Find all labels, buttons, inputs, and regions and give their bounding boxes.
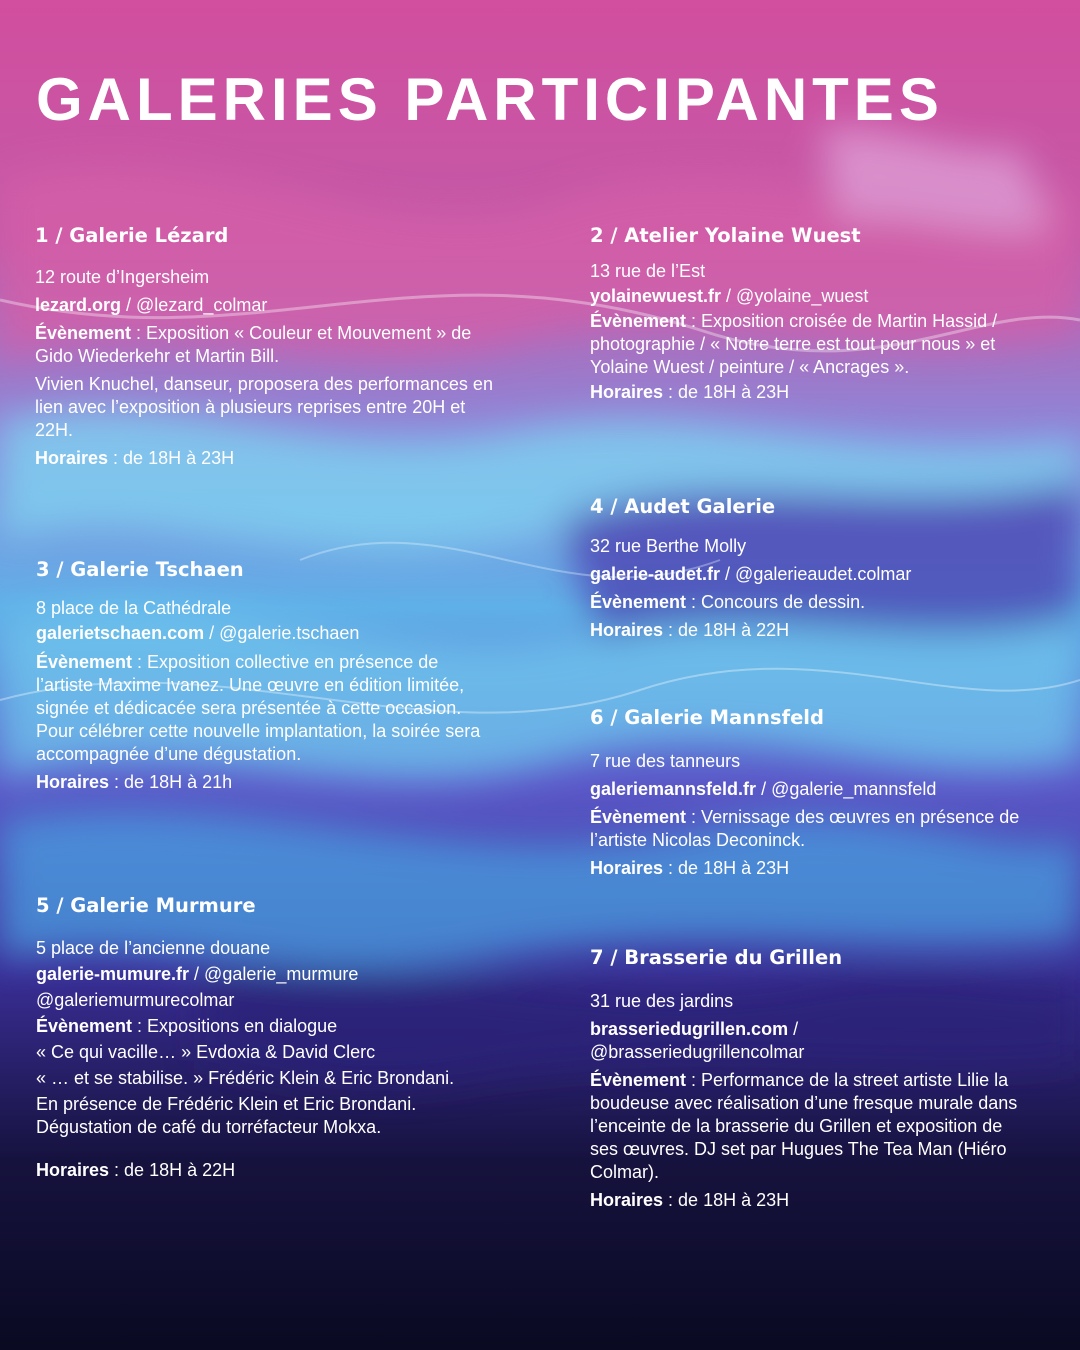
gallery-event-line: En présence de Frédéric Klein et Eric Brondani. [36,1094,417,1114]
gallery-website-link[interactable]: brasseriedugrillen.com [590,1019,789,1039]
gallery-hours: : de 18H à 23H [108,448,235,468]
hours-label: Horaires [36,772,110,792]
gallery-hours: : de 18H à 23H [663,858,790,878]
gallery-address: 13 rue de l’Est [590,261,706,281]
gallery-website-link[interactable]: galerietschaen.com [36,623,205,643]
gallery-card-5 [36,894,486,1187]
event-label: Évènement [35,323,132,343]
gallery-heading: 2 / Atelier Yolaine Wuest [590,224,861,247]
event-label: Évènement [590,311,687,331]
hours-label: Horaires [36,1160,110,1180]
gallery-event-line: « Ce qui vacille… » Evdoxia & David Clerc [36,1042,376,1062]
gallery-card-7 [590,946,1030,1217]
gallery-event: : Exposition collective en présence de l’artiste Maxime Ivanez. Une œuvre en édition limitée, signée et dédicacée sera présentée à cette occasion. Pour célébrer cette nouvelle implantation, la soirée sera accompagnée d’une dégustation. [36,652,481,764]
page-title: GALERIES PARTICIPANTES [36,66,944,133]
gallery-hours: : de 18H à 23H [663,1190,790,1210]
gallery-website-link[interactable]: lezard.org [35,295,122,315]
gallery-hours: : de 18H à 22H [109,1160,236,1180]
gallery-card-1 [35,224,495,475]
gallery-event: : Performance de la street artiste Lilie la boudeuse avec réalisation d’une fresque murale dans l’enceinte de la brasserie du Grillen et exposition de ses œuvres. DJ set par Hugues The Tea Man (Hiéro Colmar). [590,1070,1018,1182]
gallery-address: 8 place de la Cathédrale [36,598,232,618]
event-label: Évènement [36,652,133,672]
gallery-social: / @brasseriedugrillencolmar [590,1019,805,1062]
event-label: Évènement [590,807,687,827]
gallery-hours: : de 18H à 22H [663,620,790,640]
gallery-event: : Concours de dessin. [686,592,866,612]
gallery-event-line: « … et se stabilise. » Frédéric Klein & Eric Brondani. [36,1068,455,1088]
event-label: Évènement [36,1016,133,1036]
gallery-social: / @galerie_murmure [189,964,359,984]
gallery-social-secondary: @galeriemurmurecolmar [36,990,235,1010]
gallery-event-extra: Vivien Knuchel, danseur, proposera des performances en lien avec l’exposition à plusieurs reprises entre 20H et 22H. [35,374,493,440]
event-label: Évènement [590,592,687,612]
gallery-website-link[interactable]: galerie-audet.fr [590,564,721,584]
gallery-card-4 [590,495,1045,647]
gallery-hours: : de 18H à 23H [663,382,790,402]
gallery-social: / @yolaine_wuest [721,286,869,306]
gallery-heading: 7 / Brasserie du Grillen [590,946,843,969]
gallery-social: / @galerieaudet.colmar [720,564,912,584]
gallery-event: : Exposition croisée de Martin Hassid / photographie / « Notre terre est tout pour nous » et Yolaine Wuest / peinture / « Ancrages ». [590,311,998,377]
gallery-social: / @lezard_colmar [121,295,268,315]
gallery-card-2 [590,224,1045,409]
gallery-heading: 4 / Audet Galerie [590,495,776,518]
gallery-address: 5 place de l’ancienne douane [36,938,271,958]
gallery-address: 32 rue Berthe Molly [590,536,747,556]
gallery-event: : Expositions en dialogue [132,1016,338,1036]
gallery-address: 12 route d’Ingersheim [35,267,210,287]
gallery-social: / @galerie_mannsfeld [756,779,937,799]
gallery-event-line: Dégustation de café du torréfacteur Mokxa. [36,1117,382,1137]
gallery-heading: 5 / Galerie Murmure [36,894,256,917]
gallery-website-link[interactable]: galerie-mumure.fr [36,964,190,984]
hours-label: Horaires [35,448,109,468]
gallery-address: 31 rue des jardins [590,991,734,1011]
hours-label: Horaires [590,858,664,878]
gallery-heading: 1 / Galerie Lézard [35,224,229,247]
gallery-heading: 6 / Galerie Mannsfeld [590,706,824,729]
gallery-heading: 3 / Galerie Tschaen [36,558,244,581]
hours-label: Horaires [590,382,664,402]
gallery-social: / @galerie.tschaen [204,623,360,643]
event-label: Évènement [590,1070,687,1090]
gallery-website-link[interactable]: galeriemannsfeld.fr [590,779,757,799]
gallery-card-3 [36,558,481,799]
hours-label: Horaires [590,1190,664,1210]
gallery-website-link[interactable]: yolainewuest.fr [590,286,722,306]
gallery-card-6 [590,706,1030,885]
gallery-event: : Exposition « Couleur et Mouvement » de Gido Wiederkehr et Martin Bill. [35,323,472,366]
hours-label: Horaires [590,620,664,640]
gallery-address: 7 rue des tanneurs [590,751,741,771]
gallery-hours: : de 18H à 21h [109,772,233,792]
gallery-event: : Vernissage des œuvres en présence de l’artiste Nicolas Deconinck. [590,807,1020,850]
